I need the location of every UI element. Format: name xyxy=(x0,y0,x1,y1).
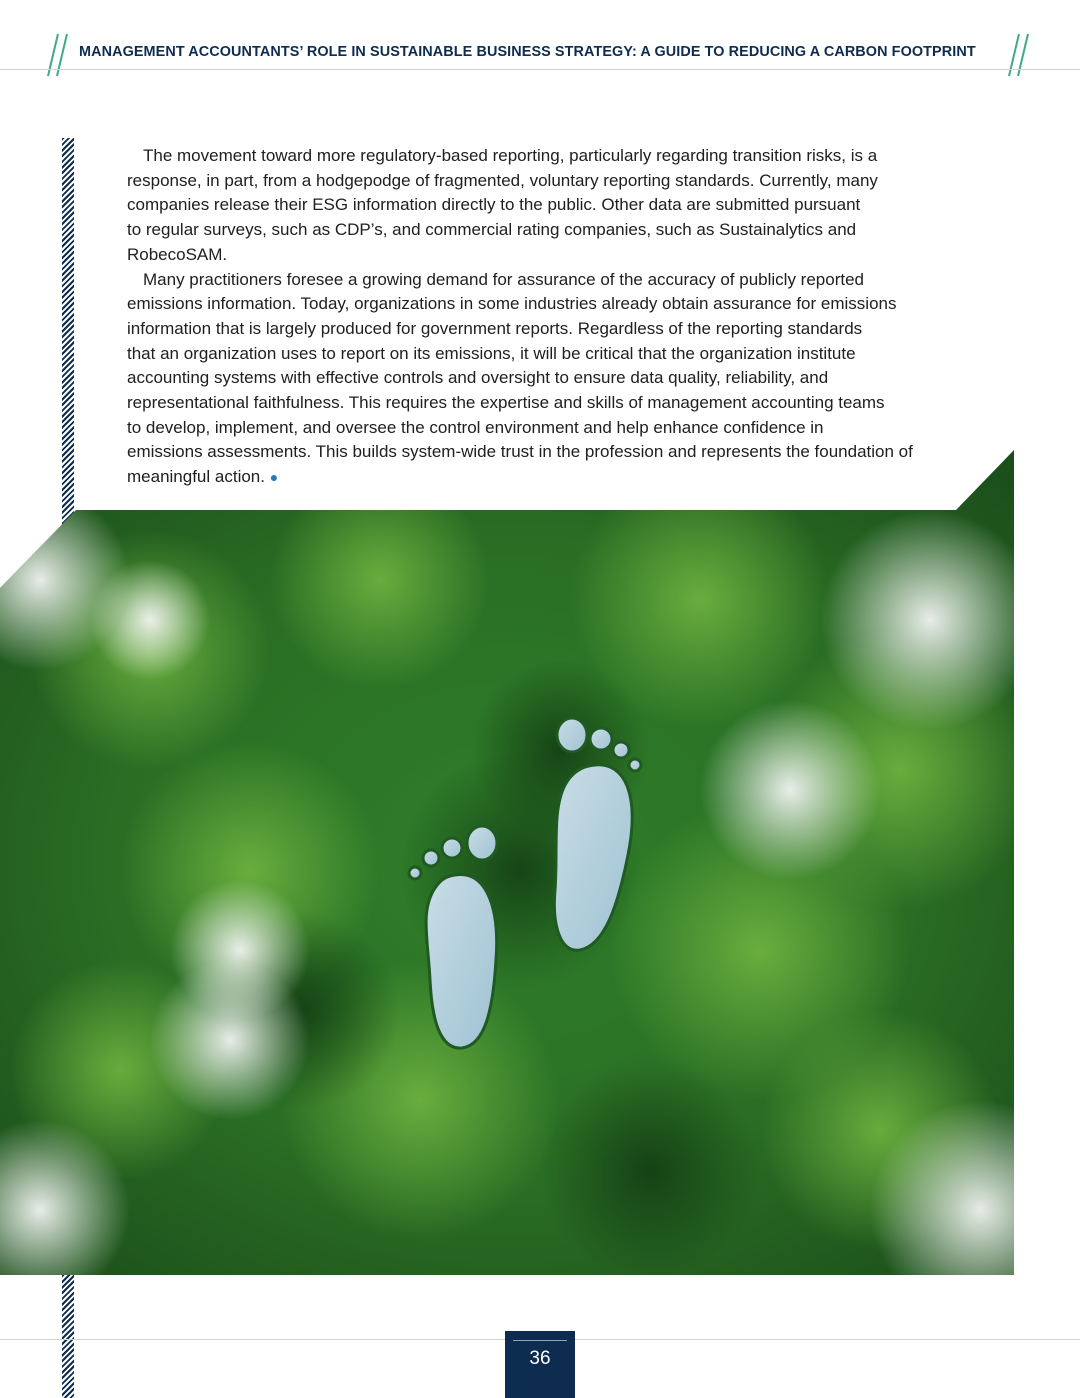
paragraph-1 xyxy=(127,144,957,268)
forest-footprints-photo xyxy=(0,450,1014,1275)
text-line: accounting systems with effective controls and oversight to ensure data quality, reliability, and xyxy=(127,368,829,388)
text-line: information that is largely produced for government reports. Regardless of the reporting standards xyxy=(127,318,863,338)
page-tab-accent-line xyxy=(513,1340,567,1341)
header-slash-right-icon xyxy=(1003,32,1033,78)
header-slash-left-icon xyxy=(46,32,76,78)
text-line: to regular surveys, such as CDP’s, and commercial rating companies, such as Sustainalytics and xyxy=(127,220,857,240)
header-rule xyxy=(0,69,1080,70)
article-body xyxy=(127,144,957,490)
header-title: MANAGEMENT ACCOUNTANTS’ ROLE IN SUSTAINABLE BUSINESS STRATEGY: A GUIDE TO REDUCING A CARBON FOOTPRINT xyxy=(79,44,976,60)
text-line: to develop, implement, and oversee the control environment and help enhance confidence in xyxy=(127,417,824,437)
text-line: RobecoSAM. xyxy=(127,244,228,264)
text-line: that an organization uses to report on its emissions, it will be critical that the organization institute xyxy=(127,343,856,363)
text-line: The movement toward more regulatory-based reporting, particularly regarding transition risks, is a xyxy=(143,146,878,165)
text-line: Many practitioners foresee a growing demand for assurance of the accuracy of publicly reported xyxy=(143,269,864,289)
page-number-tab xyxy=(505,1331,575,1398)
text-line: companies release their ESG information directly to the public. Other data are submitted pursuant xyxy=(127,195,861,215)
text-line: meaningful action. xyxy=(127,467,265,487)
text-line: response, in part, from a hodgepodge of fragmented, voluntary reporting standards. Currently, many xyxy=(127,170,878,190)
text-line: representational faithfulness. This requires the expertise and skills of management accounting teams xyxy=(127,393,885,413)
text-line: emissions assessments. This builds system-wide trust in the profession and represents the foundation of xyxy=(127,442,913,462)
text-line: emissions information. Today, organizations in some industries already obtain assurance for emissions xyxy=(127,294,897,314)
page-number: 36 xyxy=(529,1348,551,1369)
end-bullet-icon: ● xyxy=(269,469,279,486)
